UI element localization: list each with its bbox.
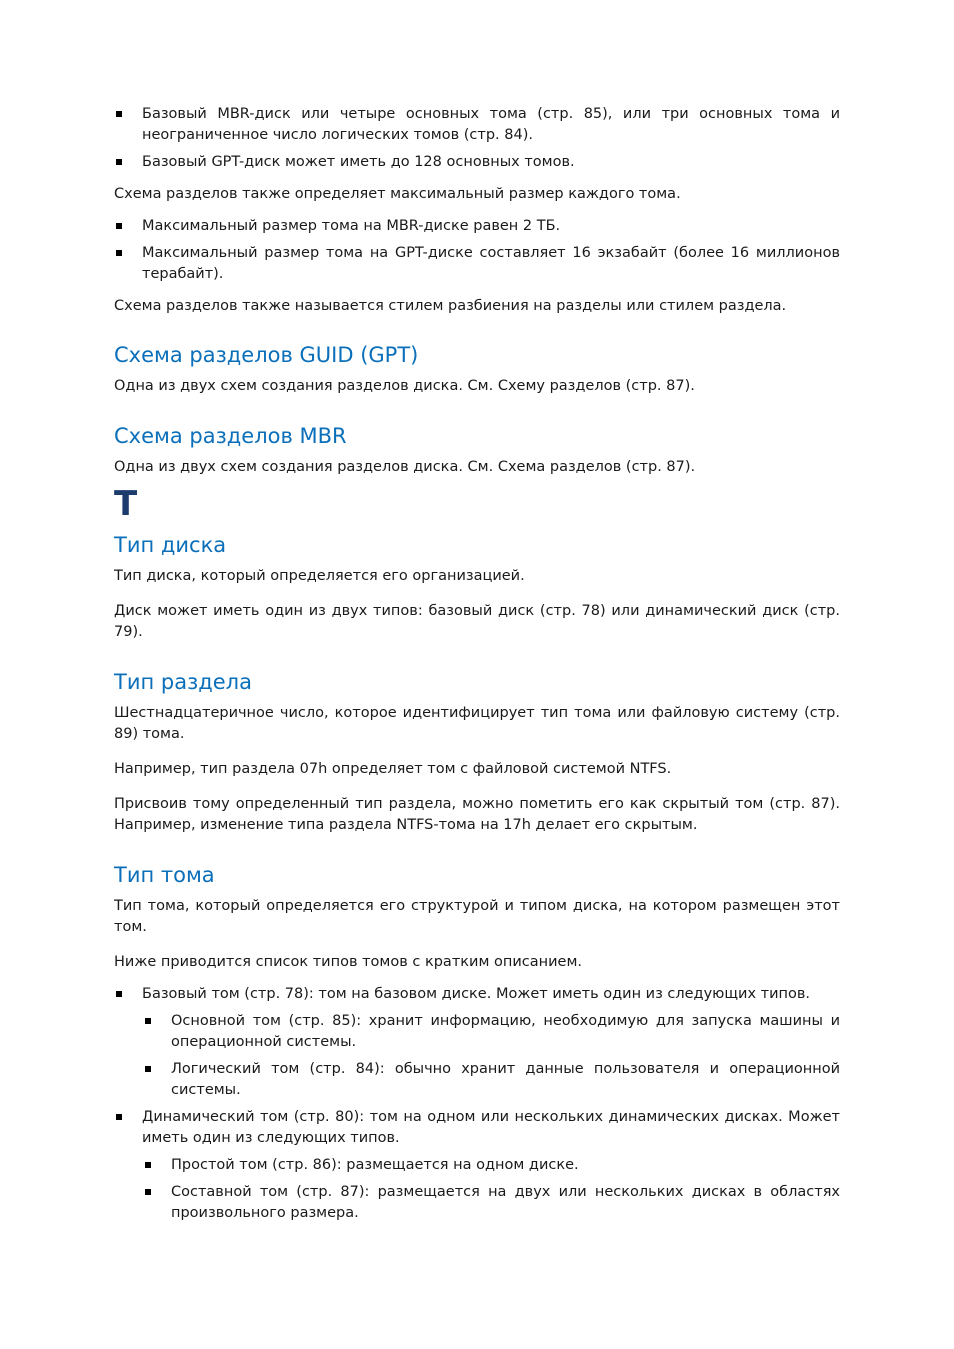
paragraph: Диск может иметь один из двух типов: базовый диск (стр. 78) или динамический диск (стр. 79). bbox=[114, 603, 840, 640]
list-item: Базовый GPT-диск может иметь до 128 основных томов. bbox=[114, 152, 840, 173]
heading-volume-type: Тип тома bbox=[114, 863, 215, 887]
paragraph: Ниже приводится список типов томов с кратким описанием. bbox=[114, 954, 583, 970]
paragraph: Например, тип раздела 07h определяет том с файловой системой NTFS. bbox=[114, 761, 672, 777]
list-item: Максимальный размер тома на MBR-диске равен 2 ТБ. bbox=[114, 216, 840, 237]
paragraph: Тип тома, который определяется его структурой и типом диска, на котором размещен этот том. bbox=[114, 898, 840, 935]
paragraph: Одна из двух схем создания разделов диска. См. Схему разделов (стр. 87). bbox=[114, 378, 695, 394]
paragraph: Схема разделов также называется стилем разбиения на разделы или стилем раздела. bbox=[114, 298, 787, 314]
paragraph: Схема разделов также определяет максимальный размер каждого тома. bbox=[114, 186, 681, 202]
paragraph: Тип диска, который определяется его организацией. bbox=[114, 568, 525, 584]
paragraph: Присвоив тому определенный тип раздела, можно пометить его как скрытый том (стр. 87). Например, изменение типа раздела NTFS-тома на 17h делает его скрытым. bbox=[114, 796, 840, 833]
list-item: Составной том (стр. 87): размещается на двух или нескольких дисках в областях произвольного размера. bbox=[143, 1182, 840, 1224]
list-item: Максимальный размер тома на GPT-диске составляет 16 экзабайт (более 16 миллионов терабайт). bbox=[114, 243, 840, 285]
heading-disk-type: Тип диска bbox=[114, 533, 227, 557]
list-item: Основной том (стр. 85): хранит информацию, необходимую для запуска машины и операционной системы. bbox=[143, 1011, 840, 1053]
heading-gpt: Схема разделов GUID (GPT) bbox=[114, 343, 419, 367]
list-item: Базовый MBR-диск или четыре основных тома (стр. 85), или три основных тома и неограниченное число логических томов (стр. 84). bbox=[114, 104, 840, 146]
paragraph: Одна из двух схем создания разделов диска. См. Схема разделов (стр. 87). bbox=[114, 459, 696, 475]
document-page bbox=[114, 104, 840, 1230]
section-letter: T bbox=[114, 484, 138, 524]
list-item: Динамический том (стр. 80): том на одном или нескольких динамических дисках. Может иметь один из следующих типов. bbox=[114, 1107, 840, 1149]
list-item: Простой том (стр. 86): размещается на одном диске. bbox=[143, 1155, 840, 1176]
heading-mbr: Схема разделов MBR bbox=[114, 424, 347, 448]
list-item: Логический том (стр. 84): обычно хранит данные пользователя и операционной системы. bbox=[143, 1059, 840, 1101]
heading-partition-type: Тип раздела bbox=[114, 670, 252, 694]
list-item: Базовый том (стр. 78): том на базовом диске. Может иметь один из следующих типов. bbox=[114, 984, 840, 1005]
paragraph: Шестнадцатеричное число, которое идентифицирует тип тома или файловую систему (стр. 89) тома. bbox=[114, 705, 840, 742]
